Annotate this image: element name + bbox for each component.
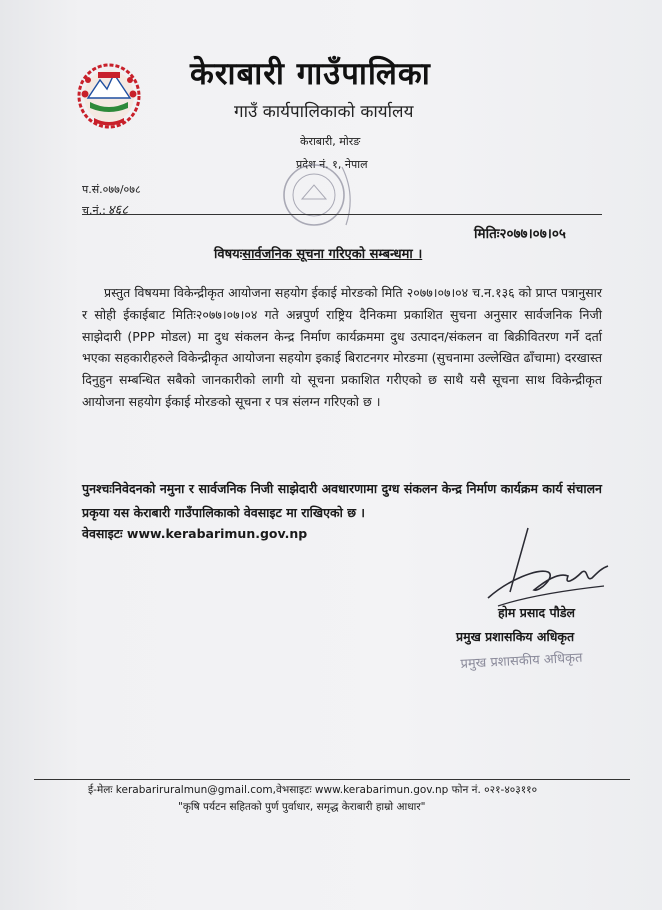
fiscal-year-reference: प.सं.०७७/०७८	[82, 183, 141, 196]
body-paragraph: प्रस्तुत विषयमा विकेन्द्रीकृत आयोजना सहयोग ईकाई मोरङको मिति २०७७।०७।०४ च.न.१३६ को प्राप्त पत्रानुसार र सोही ईकाईबाट मितिः२०७७।०७।०४ गते अन्नपुर्ण राष्ट्रिय दैनिकमा प्रकाशित सुचना अनुसार सार्वजनिक निजी साझेदारी (PPP मोडल) मा दुध संकलन केन्द्र निर्माण कार्यक्रममा दुध उत्पादन/संकलन वा बिक्रीवितरण गर्ने दर्ता भएका सहकारीहरुले विकेन्द्रीकृत आयोजना सहयोग इकाई बिराटनगर मोरङमा (सुचनामा उल्लेखित ढाँचामा) दरखास्त दिनुहुन सम्बन्धित सबैको जानकारीको लागी यो सूचना प्रकाशित गरीएको छ साथै यसै सूचना साथ विकेन्द्रीकृत आयोजना सहयोग ईकाई मोरङको सूचना र पत्र संलग्न गरिएको छ ।	[82, 285, 602, 409]
office-stamp-icon	[272, 155, 372, 235]
letter-body	[82, 282, 602, 413]
subject-label: विषयः	[214, 247, 243, 262]
address-line-1: केराबारी, मोरङ	[300, 135, 361, 148]
footer-slogan: "कृषि पर्यटन सहितको पुर्ण पुर्वाधार, समृद्ध केराबारी हाम्रो आधार"	[178, 801, 426, 813]
office-name: गाउँ कार्यपालिकाको कार्यालय	[234, 102, 414, 122]
dispatch-number	[82, 200, 128, 218]
address-line-2: प्रदेश नं. १, नेपाल	[296, 158, 368, 171]
header-divider	[82, 214, 602, 215]
letter-date: मितिः२०७७।०७।०५	[474, 226, 566, 242]
postscript: पुनश्चःनिवेदनको नमुना र सार्वजनिक निजी साझेदारी अवधारणामा दुग्ध संकलन केन्द्र निर्माण कार्यक्रम कार्य संचालन प्रकृया यस केराबारी गाउँपालिकाको वेवसाइट मा राखिएको छ ।	[82, 481, 602, 520]
signatory-title: प्रमुख प्रशासकिय अधिकृत	[456, 629, 575, 644]
letter-subject	[214, 244, 422, 262]
subject-text: सार्वजनिक सूचना गरिएको सम्बन्धमा ।	[242, 247, 423, 262]
nepal-emblem-icon	[76, 58, 142, 130]
designation-stamp: प्रमुख प्रशासकीय अधिकृत	[460, 650, 583, 672]
website-line	[82, 525, 307, 542]
website-label: वेवसाइटः	[82, 526, 123, 541]
footer-divider	[34, 779, 630, 780]
footer-contact: ई-मेलः kerabariruralmun@gmail.com,वेभसाइटः www.kerabarimun.gov.np फोन नं. ०२१-४०३११०	[88, 784, 538, 796]
signatory-name: होम प्रसाद पौडेल	[498, 605, 575, 620]
website-url[interactable]: www.kerabarimun.gov.np	[126, 526, 308, 541]
municipality-name: केराबारी गाउँपालिका	[190, 56, 431, 92]
dispatch-number-value: ४६८	[107, 203, 129, 218]
dispatch-label: च.नं.:	[82, 204, 106, 217]
